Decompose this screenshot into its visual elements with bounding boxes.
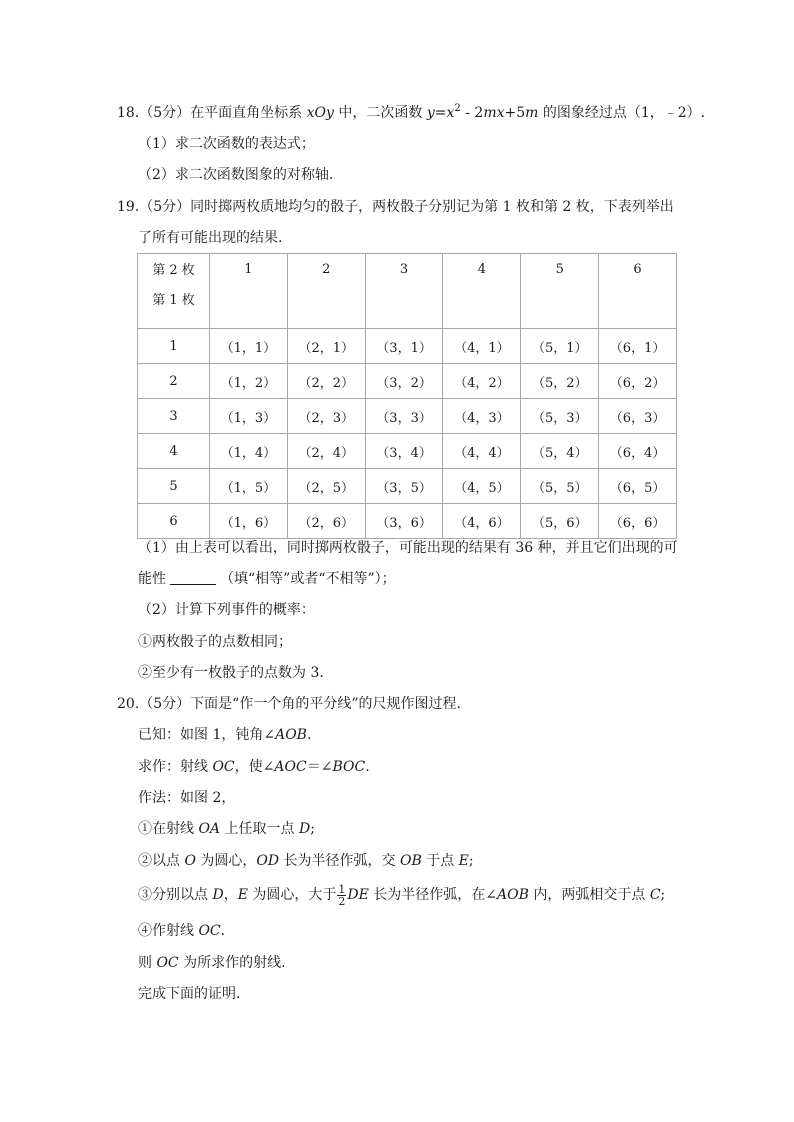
col-header: 5	[521, 254, 599, 329]
corner-label-first-die: 第 1 枚	[152, 293, 195, 308]
table-cell: （2，2）	[287, 364, 365, 399]
table-cell: （3，1）	[365, 329, 443, 364]
table-cell: （4，1）	[443, 329, 521, 364]
dice-outcome-table	[137, 253, 677, 539]
table-header-row	[138, 254, 677, 329]
q19-event2: ②至少有一枚骰子的点数为 3.	[138, 665, 324, 681]
table-row	[138, 504, 677, 539]
corner-label-second-die: 第 2 枚	[152, 263, 195, 278]
row-header: 5	[138, 469, 210, 504]
q18-stem: 18.（5分）在平面直角坐标系 xOy 中，二次函数 $y=x^2 - 2mx+5m$ 的图象经过点（1，﹣2）.	[117, 103, 706, 121]
col-header: 1	[210, 254, 288, 329]
table-cell: （3，6）	[365, 504, 443, 539]
q20-step2: ②以点 O 为圆心，OD 长为半径作弧，交 OB 于点 E;	[138, 853, 474, 869]
table-cell: （6，5）	[599, 469, 677, 504]
col-header: 2	[287, 254, 365, 329]
q19-part2: （2）计算下列事件的概率：	[138, 602, 315, 618]
table-cell: （5，2）	[521, 364, 599, 399]
row-header: 4	[138, 434, 210, 469]
table-cell: （4，3）	[443, 399, 521, 434]
table-row	[138, 469, 677, 504]
table-cell: （6，2）	[599, 364, 677, 399]
q19-part1-line1: （1）由上表可以看出，同时掷两枚骰子，可能出现的结果有 36 种，并且它们出现的可	[138, 540, 678, 556]
table-row	[138, 434, 677, 469]
q20-step3: ③分别以点 D，E 为圆心，大于 $\frac{1}{2}$ DE 长为半径作弧，在∠AOB 内，两弧相交于点 C;	[138, 882, 666, 908]
table-cell: （3，2）	[365, 364, 443, 399]
table-cell: （6，6）	[599, 504, 677, 539]
col-header: 4	[443, 254, 521, 329]
answer-blank[interactable]	[170, 570, 216, 585]
table-cell: （1，1）	[210, 329, 288, 364]
q20-stem: 20.（5分）下面是“作一个角的平分线”的尺规作图过程.	[117, 696, 461, 712]
row-header: 2	[138, 364, 210, 399]
table-cell: （2，4）	[287, 434, 365, 469]
q19-stem-line1: 19.（5分）同时掷两枚质地均匀的骰子，两枚骰子分别记为第 1 枚和第 2 枚，下表列举出	[117, 199, 674, 215]
q18-part1: （1）求二次函数的表达式；	[138, 136, 315, 152]
q20-step4: ④作射线 OC.	[138, 923, 226, 939]
table-corner-cell	[138, 254, 210, 329]
q19-part1-line2: 能性 （填“相等”或者“不相等”）；	[138, 571, 396, 587]
row-header: 3	[138, 399, 210, 434]
table-cell: （3，4）	[365, 434, 443, 469]
table-cell: （4，6）	[443, 504, 521, 539]
q20-seek: 求作：射线 OC，使∠AOC＝∠BOC.	[138, 759, 370, 775]
fraction-one-half: $\frac{1}{2}$	[338, 882, 346, 908]
q20-method: 作法：如图 2，	[138, 790, 236, 806]
table-cell: （1，3）	[210, 399, 288, 434]
table-cell: （3，5）	[365, 469, 443, 504]
col-header: 3	[365, 254, 443, 329]
table-cell: （5，5）	[521, 469, 599, 504]
table-cell: （6，1）	[599, 329, 677, 364]
table-cell: （5，6）	[521, 504, 599, 539]
table-cell: （5，4）	[521, 434, 599, 469]
q20-finish: 完成下面的证明.	[138, 986, 241, 1002]
table-cell: （5，3）	[521, 399, 599, 434]
table-cell: （2，6）	[287, 504, 365, 539]
row-header: 6	[138, 504, 210, 539]
q18-part2: （2）求二次函数图象的对称轴.	[138, 167, 334, 183]
table-cell: （4，2）	[443, 364, 521, 399]
table-cell: （2，3）	[287, 399, 365, 434]
table-cell: （2，5）	[287, 469, 365, 504]
q19-event1: ①两枚骰子的点数相同；	[138, 634, 292, 650]
table-cell: （6，3）	[599, 399, 677, 434]
q20-step1: ①在射线 OA 上任取一点 D;	[138, 821, 315, 837]
table-cell: （6，4）	[599, 434, 677, 469]
row-header: 1	[138, 329, 210, 364]
table-cell: （1，4）	[210, 434, 288, 469]
table-cell: （1，6）	[210, 504, 288, 539]
table-cell: （1，2）	[210, 364, 288, 399]
table-cell: （2，1）	[287, 329, 365, 364]
table-row	[138, 399, 677, 434]
table-cell: （5，1）	[521, 329, 599, 364]
q20-known: 已知：如图 1，钝角∠AOB.	[138, 727, 312, 743]
table-row	[138, 364, 677, 399]
q19-stem-line2: 了所有可能出现的结果.	[138, 230, 283, 246]
col-header: 6	[599, 254, 677, 329]
table-cell: （1，5）	[210, 469, 288, 504]
table-row	[138, 329, 677, 364]
q20-then: 则 OC 为所求作的射线.	[138, 955, 286, 971]
table-cell: （4，4）	[443, 434, 521, 469]
table-cell: （4，5）	[443, 469, 521, 504]
table-cell: （3，3）	[365, 399, 443, 434]
